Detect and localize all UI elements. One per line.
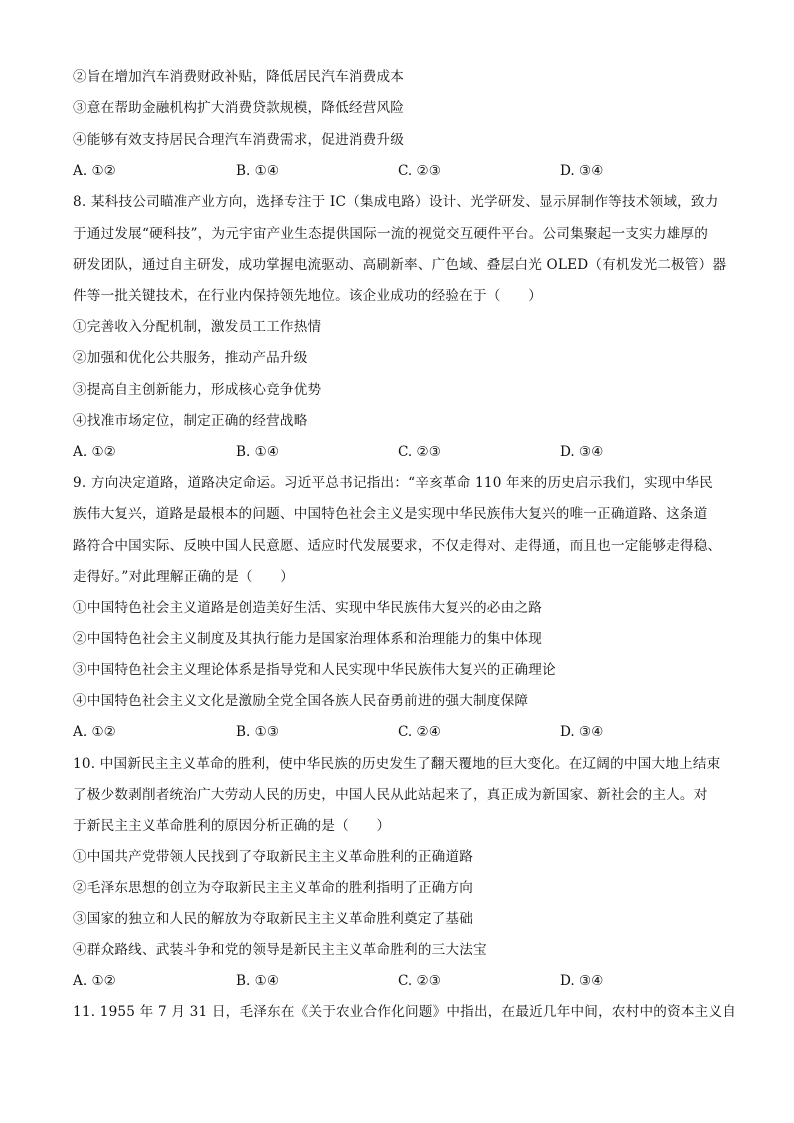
q10-statement-3: ③国家的独立和人民的解放为夺取新民主主义革命胜利奠定了基础 <box>73 911 474 927</box>
q8-statement-3: ③提高自主创新能力，形成核心竞争优势 <box>73 382 322 398</box>
q10-option-d[interactable]: D. ③④ <box>560 973 604 989</box>
q9-stem-line-1: 9. 方向决定道路，道路决定命运。习近平总书记指出：“辛亥革命 110 年来的历史启示我们，实现中华民 <box>73 475 713 491</box>
q8-stem-line-3: 研发团队，通过自主研发，成功掌握电流驱动、高刷新率、广色域、叠层白光 OLED（有机发光二极管）器 <box>73 257 727 273</box>
option-b[interactable]: B. ①④ <box>236 163 280 179</box>
q8-options-row <box>73 443 723 461</box>
q9-options-row <box>73 723 723 741</box>
q10-statement-1: ①中国共产党带领人民找到了夺取新民主主义革命胜利的正确道路 <box>73 849 474 865</box>
q9-stem-line-3: 路符合中国实际、反映中国人民意愿、适应时代发展要求，不仅走得对、走得通，而且也一定能够走得稳、 <box>73 538 722 554</box>
q9-option-a[interactable]: A. ①② <box>73 724 116 740</box>
option-a[interactable]: A. ①② <box>73 163 116 179</box>
q8-statement-1: ①完善收入分配机制，激发员工工作热情 <box>73 319 322 335</box>
q9-option-d[interactable]: D. ③④ <box>560 724 604 740</box>
q8-option-d[interactable]: D. ③④ <box>560 444 604 460</box>
q8-stem-line-2: 于通过发展“硬科技”，为元宇宙产业生态提供国际一流的视觉交互硬件平台。公司集聚起一支实力雄厚的 <box>73 226 709 242</box>
q9-statement-4: ④中国特色社会主义文化是激励全党全国各族人民奋勇前进的强大制度保障 <box>73 693 529 709</box>
q9-option-b[interactable]: B. ①③ <box>236 724 280 740</box>
q9-stem-line-4: 走得好。”对此理解正确的是（ ） <box>73 569 295 585</box>
q8-option-b[interactable]: B. ①④ <box>236 444 280 460</box>
q9-stem-line-2: 族伟大复兴，道路是最根本的问题、中国特色社会主义是实现中华民族伟大复兴的唯一正确道路、这条道 <box>73 506 708 522</box>
q10-stem-line-1: 10. 中国新民主主义革命的胜利，使中华民族的历史发生了翻天覆地的巨大变化。在辽阔的中国大地上结束 <box>73 756 721 772</box>
q8-option-c[interactable]: C. ②③ <box>398 444 441 460</box>
q10-option-c[interactable]: C. ②③ <box>398 973 441 989</box>
q8-option-a[interactable]: A. ①② <box>73 444 116 460</box>
q10-option-b[interactable]: B. ①④ <box>236 973 280 989</box>
q9-statement-3: ③中国特色社会主义理论体系是指导党和人民实现中华民族伟大复兴的正确理论 <box>73 662 556 678</box>
q11-stem-line-1: 11. 1955 年 7 月 31 日，毛泽东在《关于农业合作化问题》中指出，在最近几年中间，农村中的资本主义自 <box>73 1004 737 1020</box>
q8-stem-line-1: 8. 某科技公司瞄准产业方向，选择专注于 IC（集成电路）设计、光学研发、显示屏制作等技术领域，致力 <box>73 194 719 210</box>
q10-stem-line-3: 于新民主主义革命胜利的原因分析正确的是（ ） <box>73 818 391 834</box>
q8-statement-2: ②加强和优化公共服务，推动产品升级 <box>73 350 308 366</box>
option-c[interactable]: C. ②③ <box>398 163 441 179</box>
q10-statement-4: ④群众路线、武装斗争和党的领导是新民主主义革命胜利的三大法宝 <box>73 942 487 958</box>
options-row <box>73 162 723 180</box>
q9-option-c[interactable]: C. ②④ <box>398 724 441 740</box>
option-d[interactable]: D. ③④ <box>560 163 604 179</box>
statement-4: ④能够有效支持居民合理汽车消费需求，促进消费升级 <box>73 132 405 148</box>
q9-statement-2: ②中国特色社会主义制度及其执行能力是国家治理体系和治理能力的集中体现 <box>73 631 542 647</box>
q9-statement-1: ①中国特色社会主义道路是创造美好生活、实现中华民族伟大复兴的必由之路 <box>73 600 542 616</box>
q10-statement-2: ②毛泽东思想的创立为夺取新民主主义革命的胜利指明了正确方向 <box>73 880 474 896</box>
statement-2: ②旨在增加汽车消费财政补贴，降低居民汽车消费成本 <box>73 69 405 85</box>
q10-option-a[interactable]: A. ①② <box>73 973 116 989</box>
q8-stem-line-4: 件等一批关键技术，在行业内保持领先地位。该企业成功的经验在于（ ） <box>73 288 542 304</box>
statement-3: ③意在帮助金融机构扩大消费贷款规模，降低经营风险 <box>73 100 405 116</box>
q8-statement-4: ④找准市场定位，制定正确的经营战略 <box>73 413 308 429</box>
q10-options-row <box>73 972 723 990</box>
q10-stem-line-2: 了极少数剥削者统治广大劳动人民的历史，中国人民从此站起来了，真正成为新国家、新社会的主人。对 <box>73 787 708 803</box>
